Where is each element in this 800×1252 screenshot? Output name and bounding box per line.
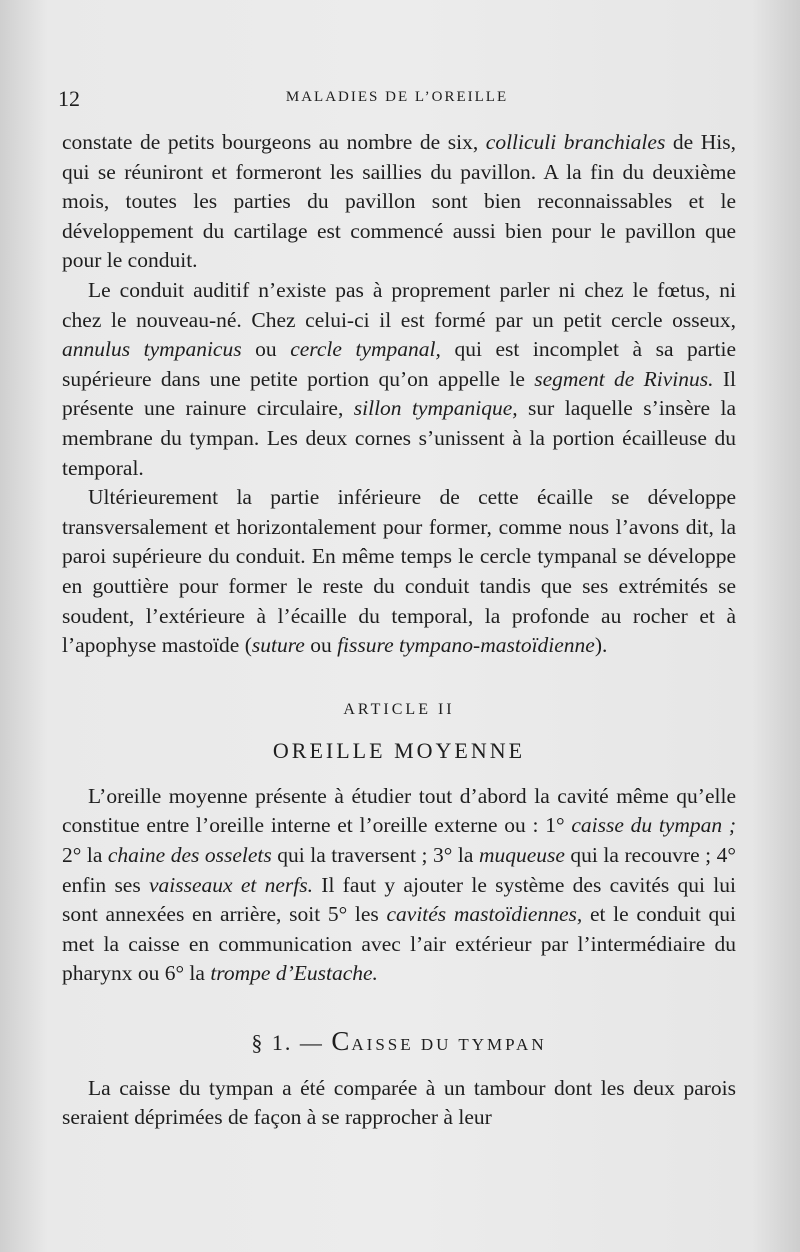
paragraph-1: constate de petits bourgeons au nombre de six, colliculi branchiales de His, qui se réuniront et formeront les saillies du pavillon. A la fin du deuxième mois, toutes les parties du pavillon sont bien reconnaissables et le développement du cartilage est commencé aussi bien pour le pavillon que pour le conduit. — [62, 130, 736, 273]
page-number: 12 — [58, 86, 80, 111]
subsection-title: § 1. — CAISSE DU TYMPAN — [251, 1026, 547, 1057]
paragraph-3: Ultérieurement la partie inférieure de cette écaille se développe transversalement et horizontalement pour former, comme nous l’avons dit, la paroi supérieure du conduit. En même temps le cercle tympanal se développe en gouttière pour former le reste du conduit tandis que ses extrémités se soudent, l’extérieure à l’écaille du temporal, la profonde au rocher et à l’apophyse mastoïde (suture ou fissure tympano-mastoïdienne). — [62, 485, 736, 658]
page-header — [58, 86, 736, 116]
section-title: OREILLE MOYENNE — [272, 738, 526, 764]
article-label: ARTICLE II — [343, 700, 455, 718]
paragraph-4: L’oreille moyenne présente à étudier tout d’abord la cavité même qu’elle constitue entre l’oreille interne et l’oreille externe ou : 1° caisse du tympan ; 2° la chaine des osselets qui la traversent ; 3° la muqueuse qui la recouvre ; 4° enfin ses vaisseaux et nerfs. Il faut y ajouter le système des cavités qui lui sont annexées en arrière, soit 5° les cavités mastoïdiennes, et le conduit qui met la caisse en communication avec l’air extérieur par l’intermédiaire du pharynx ou 6° la trompe d’Eustache. — [62, 783, 737, 986]
body-text — [62, 128, 736, 1133]
running-title: MALADIES DE L’OREILLE — [285, 89, 509, 105]
paragraph-2: Le conduit auditif n’existe pas à proprement parler ni chez le fœtus, ni chez le nouveau-né. Chez celui-ci il est formé par un petit cercle osseux, annulus tympanicus ou cercle tympanal, qui est incomplet à sa partie supérieure dans une petite portion qu’on appelle le segment de Rivinus. Il présente une rainure circulaire, sillon tympanique, sur laquelle s’insère la membrane du tympan. Les deux cornes s’unissent à la portion écailleuse du temporal. — [62, 277, 736, 480]
paragraph-5: La caisse du tympan a été comparée à un tambour dont les deux parois seraient déprimées de façon à se rapprocher à leur — [62, 1075, 736, 1130]
